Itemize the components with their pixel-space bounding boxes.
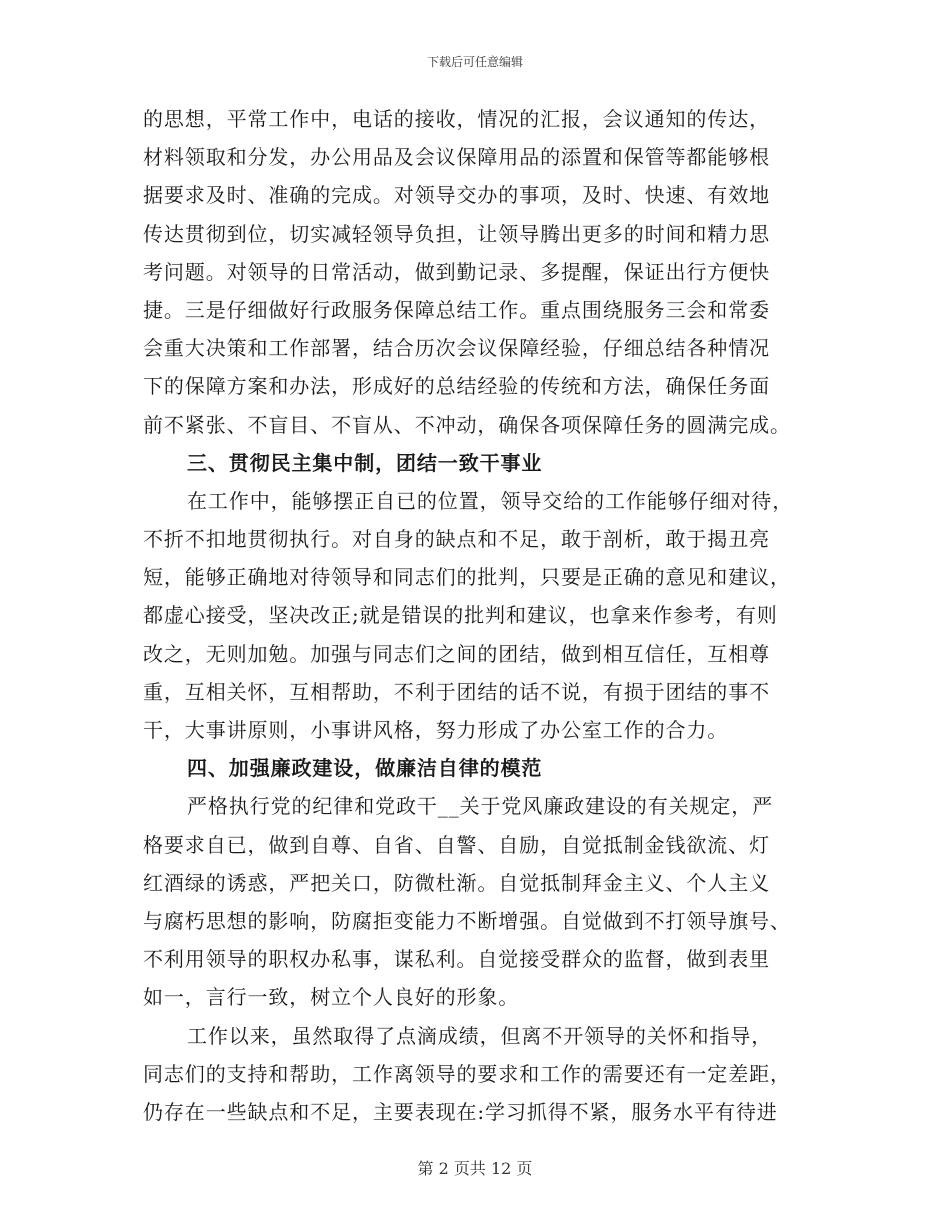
paragraph-line: 不折不扣地贯彻执行。对自身的缺点和不足，敢于剖析，敢于揭丑亮: [143, 527, 770, 552]
section-heading: 三、贯彻民主集中制，团结一致干事业: [187, 450, 543, 475]
paragraph-line: 干，大事讲原则，小事讲风格，努力形成了办公室工作的合力。: [143, 718, 729, 742]
page-header: 下载后可任意编辑: [426, 55, 523, 69]
section-heading: 四、加强廉政建设，做廉洁自律的模范: [187, 756, 543, 781]
paragraph-line: 工作以来，虽然取得了点滴成绩，但离不开领导的关怀和指导，: [187, 1023, 773, 1048]
paragraph-line: 红酒绿的诱惑，严把关口，防微杜渐。自觉抵制拜金主义、个人主义: [143, 870, 770, 895]
paragraph-line: 在工作中，能够摆正自已的位置，领导交给的工作能够仔细对待，: [187, 488, 794, 513]
paragraph-line: 不利用领导的职权办私事，谋私利。自觉接受群众的监督，做到表里: [143, 947, 770, 972]
paragraph-line: 重，互相关怀，互相帮助，不利于团结的话不说，有损于团结的事不: [143, 679, 770, 704]
paragraph-line: 前不紧张、不盲目、不盲从、不冲动，确保各项保障任务的圆满完成。: [143, 412, 791, 437]
paragraph-line: 格要求自已，做到自尊、自省、自警、自励，自觉抵制金钱欲流、灯: [143, 832, 770, 857]
paragraph-line: 改之，无则加勉。加强与同志们之间的团结，做到相互信任，互相尊: [143, 641, 770, 666]
paragraph-line: 捷。三是仔细做好行政服务保障总结工作。重点围绕服务三会和常委: [143, 297, 770, 322]
paragraph-line: 都虚心接受，坚决改正;就是错误的批判和建议，也拿来作参考，有则: [143, 603, 778, 628]
paragraph-line: 会重大决策和工作部署，结合历次会议保障经验，仔细总结各种情况: [143, 336, 770, 361]
paragraph-line: 据要求及时、准确的完成。对领导交办的事项，及时、快速、有效地: [143, 183, 770, 208]
paragraph-line: 仍存在一些缺点和不足，主要表现在:学习抓得不紧，服务水平有待进: [143, 1099, 778, 1124]
paragraph-line: 下的保障方案和办法，形成好的总结经验的传统和方法，确保任务面: [143, 374, 770, 399]
paragraph-line: 的思想，平常工作中，电话的接收，情况的汇报，会议通知的传达，: [143, 107, 770, 131]
paragraph-line: 传达贯彻到位，切实减轻领导负担，让领导腾出更多的时间和精力思: [143, 221, 770, 246]
page-footer: 第 2 页共 12 页: [417, 1159, 533, 1178]
paragraph-line: 严格执行党的纪律和党政干__关于党风廉政建设的有关规定，严: [187, 794, 774, 819]
paragraph-line: 考问题。对领导的日常活动，做到勤记录、多提醒，保证出行方便快: [143, 259, 770, 284]
document-body: [143, 100, 813, 1131]
paragraph-line: 同志们的支持和帮助，工作离领导的要求和工作的需要还有一定差距，: [143, 1061, 791, 1086]
paragraph-line: 材料领取和分发，办公用品及会议保障用品的添置和保管等都能够根: [143, 145, 770, 170]
paragraph-line: 与腐朽思想的影响，防腐拒变能力不断增强。自觉做到不打领导旗号、: [143, 908, 791, 933]
paragraph-line: 如一，言行一致，树立个人良好的形象。: [143, 985, 520, 1010]
paragraph-line: 短，能够正确地对待领导和同志们的批判，只要是正确的意见和建议，: [143, 565, 791, 590]
